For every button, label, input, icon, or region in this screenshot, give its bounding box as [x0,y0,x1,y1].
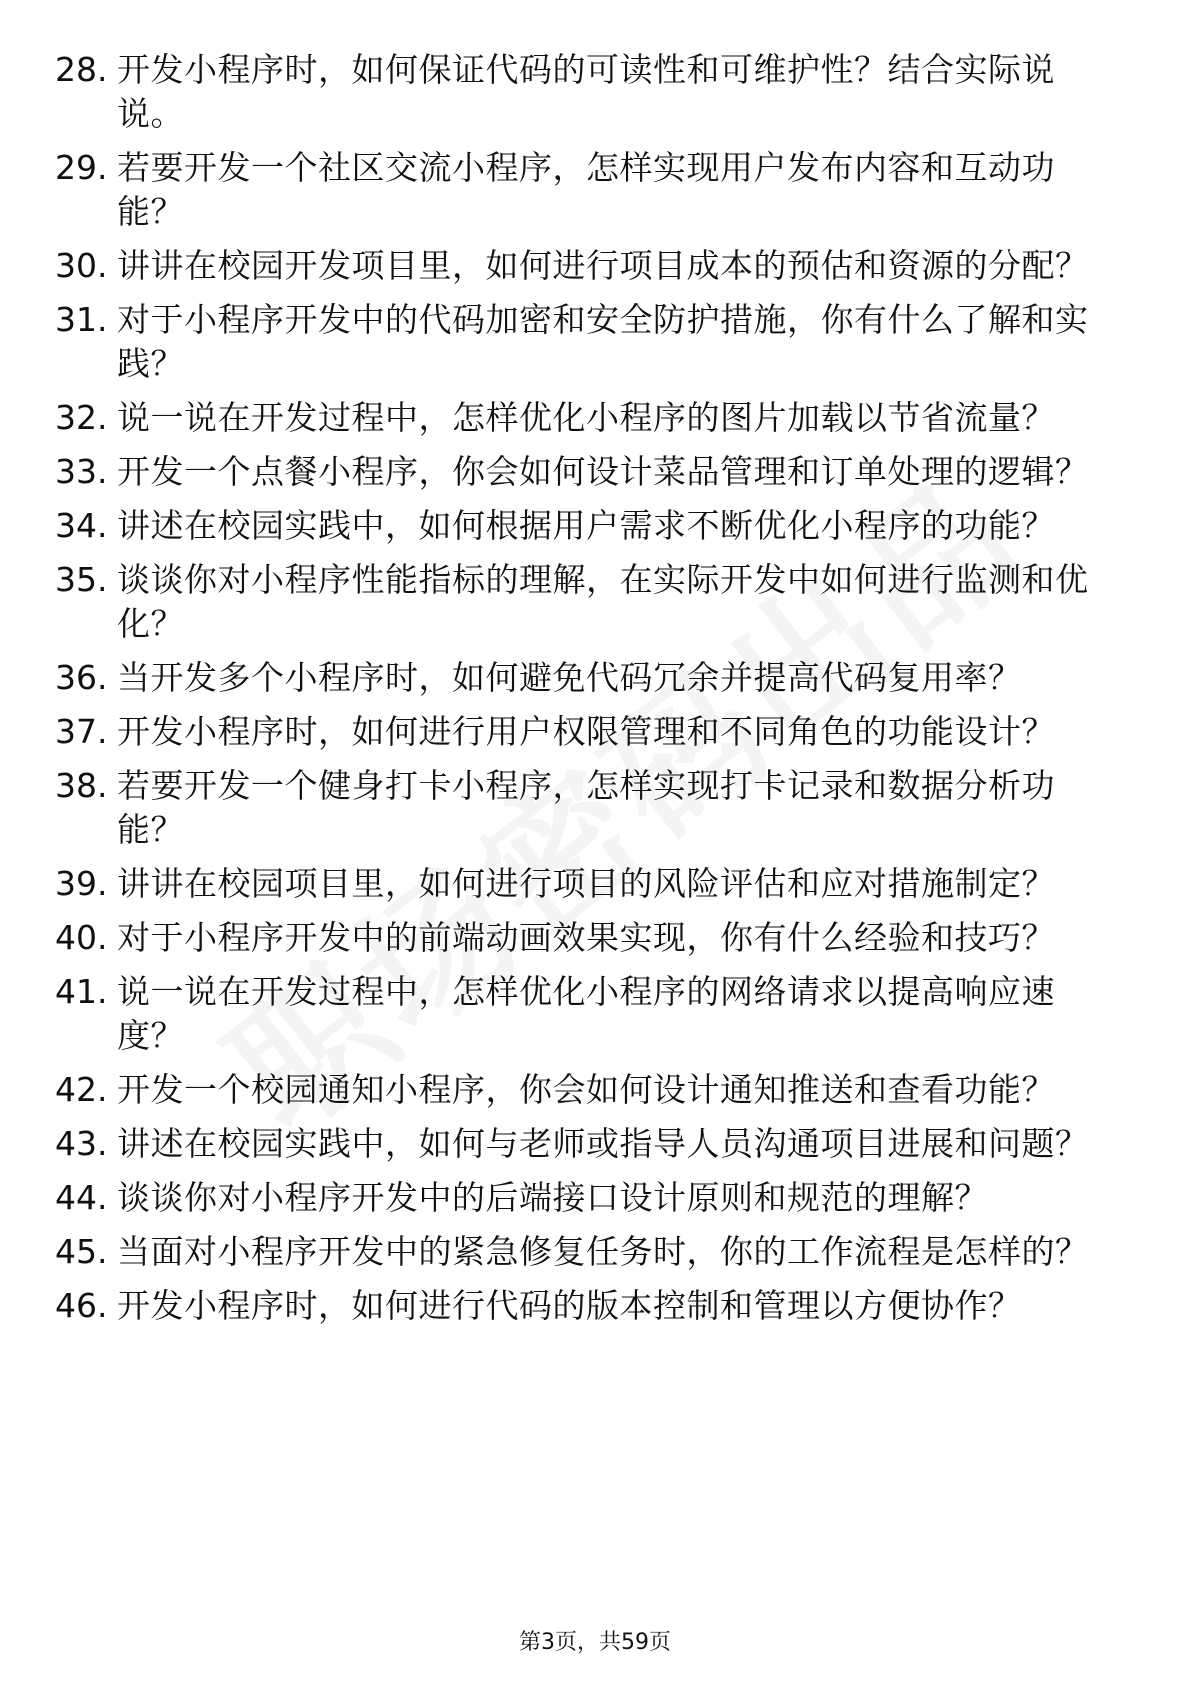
list-item [55,916,1135,960]
question-text: 讲述在校园实践中，如何根据用户需求不断优化小程序的功能？ [117,506,1055,545]
question-number: 32. [55,398,108,437]
list-item [55,1284,1135,1328]
list-item [55,1122,1135,1166]
question-number: 42. [55,1070,108,1109]
question-number: 37. [55,712,108,751]
question-text: 若要开发一个健身打卡小程序，怎样实现打卡记录和数据分析功能？ [117,766,1055,849]
list-item [55,1230,1135,1274]
question-number: 30. [55,246,108,285]
page-footer: 第3页，共59页 [519,1630,671,1655]
list-item [55,710,1135,754]
question-text: 开发一个校园通知小程序，你会如何设计通知推送和查看功能？ [117,1070,1055,1109]
list-item [55,1068,1135,1112]
question-number: 35. [55,560,108,599]
question-text: 谈谈你对小程序性能指标的理解，在实际开发中如何进行监测和优化？ [117,560,1089,643]
question-text: 开发小程序时，如何进行用户权限管理和不同角色的功能设计？ [117,712,1055,751]
question-number: 43. [55,1124,108,1163]
question-number: 41. [55,972,108,1011]
list-item [55,656,1135,700]
question-text: 谈谈你对小程序开发中的后端接口设计原则和规范的理解？ [117,1178,988,1217]
question-number: 34. [55,506,108,545]
question-number: 33. [55,452,108,491]
question-number: 40. [55,918,108,957]
list-item [55,244,1135,288]
list-item [55,298,1135,386]
question-number: 29. [55,148,108,187]
question-text: 开发一个点餐小程序，你会如何设计菜品管理和订单处理的逻辑？ [117,452,1089,491]
question-text: 讲讲在校园开发项目里，如何进行项目成本的预估和资源的分配？ [117,246,1089,285]
question-number: 38. [55,766,108,805]
question-text: 对于小程序开发中的代码加密和安全防护措施，你有什么了解和实践？ [117,300,1089,383]
question-number: 36. [55,658,108,697]
list-item [55,396,1135,440]
list-item [55,450,1135,494]
question-text: 讲述在校园实践中，如何与老师或指导人员沟通项目进展和问题？ [117,1124,1089,1163]
question-text: 对于小程序开发中的前端动画效果实现，你有什么经验和技巧？ [117,918,1055,957]
question-text: 开发小程序时，如何进行代码的版本控制和管理以方便协作？ [117,1286,1022,1325]
question-number: 31. [55,300,108,339]
list-item [55,764,1135,852]
question-text: 开发小程序时，如何保证代码的可读性和可维护性？结合实际说说。 [117,50,1055,133]
question-text: 当面对小程序开发中的紧急修复任务时，你的工作流程是怎样的？ [117,1232,1089,1271]
list-item [55,146,1135,234]
list-item [55,504,1135,548]
question-number: 46. [55,1286,108,1325]
list-item [55,1176,1135,1220]
list-item [55,558,1135,646]
question-number: 44. [55,1178,108,1217]
question-text: 说一说在开发过程中，怎样优化小程序的图片加载以节省流量？ [117,398,1055,437]
question-number: 28. [55,50,108,89]
question-list [55,48,1135,1338]
question-text: 说一说在开发过程中，怎样优化小程序的网络请求以提高响应速度？ [117,972,1055,1055]
question-number: 39. [55,864,108,903]
question-number: 45. [55,1232,108,1271]
list-item [55,970,1135,1058]
list-item [55,48,1135,136]
list-item [55,862,1135,906]
question-text: 若要开发一个社区交流小程序，怎样实现用户发布内容和互动功能？ [117,148,1055,231]
question-text: 讲讲在校园项目里，如何进行项目的风险评估和应对措施制定？ [117,864,1055,903]
question-text: 当开发多个小程序时，如何避免代码冗余并提高代码复用率？ [117,658,1022,697]
